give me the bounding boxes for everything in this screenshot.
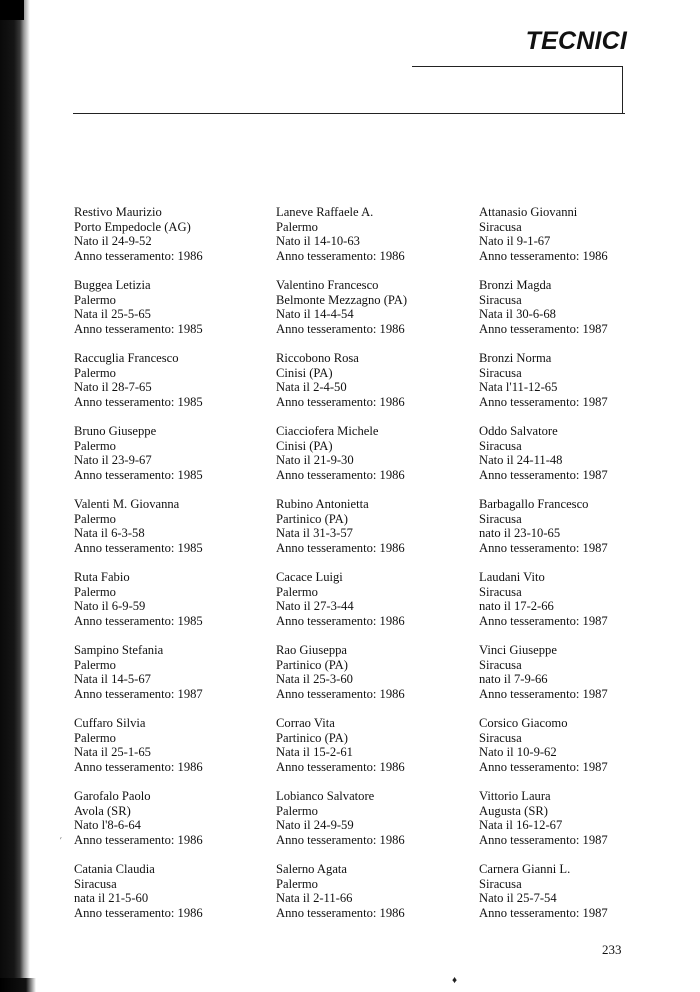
entry-name: Valentino Francesco [276, 278, 379, 292]
entry-place: Palermo [74, 511, 116, 526]
entry-place: Palermo [276, 584, 318, 599]
person-entry [276, 716, 472, 789]
stray-pen-mark: ´ [58, 835, 67, 848]
entry-registration: Anno tesseramento: 1985 [74, 613, 203, 628]
person-entry [276, 278, 472, 351]
entry-birth: Nata l'11-12-65 [479, 380, 558, 395]
entry-place: Siracusa [74, 876, 117, 891]
entry-name: Vinci Giuseppe [479, 643, 557, 657]
person-entry [479, 570, 675, 643]
person-entry [74, 424, 270, 497]
person-entry [74, 862, 270, 935]
entry-name: Laudani Vito [479, 570, 545, 584]
entry-place: Partinico (PA) [276, 730, 348, 745]
entry-birth: nato il 7-9-66 [479, 672, 548, 687]
entry-place: Siracusa [479, 657, 522, 672]
entry-birth: Nata il 2-11-66 [276, 891, 353, 906]
person-entry [276, 643, 472, 716]
entry-name: Ruta Fabio [74, 570, 130, 584]
entry-name: Lobianco Salvatore [276, 789, 375, 803]
entry-birth: Nata il 25-3-60 [276, 672, 353, 687]
header-frame [412, 66, 623, 113]
book-binding-shadow-top [0, 0, 24, 20]
entry-name: Barbagallo Francesco [479, 497, 589, 511]
entry-name: Ciacciofera Michele [276, 424, 379, 438]
entry-birth: Nato il 23-9-67 [74, 453, 152, 468]
entry-birth: Nato il 14-10-63 [276, 234, 360, 249]
entry-birth: nata il 21-5-60 [74, 891, 149, 906]
book-binding-shadow [0, 0, 30, 992]
entry-registration: Anno tesseramento: 1985 [74, 321, 203, 336]
entry-name: Salerno Agata [276, 862, 347, 876]
entry-birth: Nata il 25-1-65 [74, 745, 151, 760]
person-entry [479, 351, 675, 424]
person-entry [479, 424, 675, 497]
person-entry [74, 789, 270, 862]
entry-name: Buggea Letizia [74, 278, 151, 292]
entry-registration: Anno tesseramento: 1987 [479, 613, 608, 628]
entry-registration: Anno tesseramento: 1986 [276, 540, 405, 555]
entry-birth: Nato il 6-9-59 [74, 599, 146, 614]
column-3 [479, 205, 675, 935]
entry-place: Partinico (PA) [276, 511, 348, 526]
entry-birth: Nata il 31-3-57 [276, 526, 353, 541]
entry-birth: Nata il 14-5-67 [74, 672, 151, 687]
entry-place: Avola (SR) [74, 803, 131, 818]
entry-place: Palermo [74, 584, 116, 599]
entry-registration: Anno tesseramento: 1987 [479, 686, 608, 701]
entry-birth: Nato il 27-3-44 [276, 599, 354, 614]
person-entry [276, 205, 472, 278]
entry-place: Siracusa [479, 365, 522, 380]
entry-registration: Anno tesseramento: 1987 [479, 540, 608, 555]
entry-registration: Anno tesseramento: 1986 [276, 394, 405, 409]
person-entry [74, 497, 270, 570]
book-binding-shadow-bottom [0, 978, 36, 992]
entry-birth: Nato il 21-9-30 [276, 453, 354, 468]
entry-registration: Anno tesseramento: 1987 [74, 686, 203, 701]
entry-birth: Nata il 16-12-67 [479, 818, 563, 833]
entry-name: Raccuglia Francesco [74, 351, 179, 365]
entry-place: Palermo [276, 876, 318, 891]
entry-place: Porto Empedocle (AG) [74, 219, 191, 234]
entry-name: Garofalo Paolo [74, 789, 151, 803]
entry-registration: Anno tesseramento: 1987 [479, 321, 608, 336]
entry-registration: Anno tesseramento: 1986 [74, 832, 203, 847]
entry-birth: Nato il 10-9-62 [479, 745, 557, 760]
entry-name: Restivo Maurizio [74, 205, 162, 219]
person-entry [74, 643, 270, 716]
entry-place: Siracusa [479, 876, 522, 891]
entry-name: Cacace Luigi [276, 570, 343, 584]
person-entry [479, 716, 675, 789]
person-entry [479, 862, 675, 935]
entry-birth: Nato l'8-6-64 [74, 818, 141, 833]
person-entry [276, 497, 472, 570]
page-number: 233 [602, 942, 622, 957]
entry-registration: Anno tesseramento: 1986 [276, 613, 405, 628]
person-entry [479, 643, 675, 716]
entry-place: Belmonte Mezzagno (PA) [276, 292, 408, 307]
entry-place: Palermo [74, 292, 116, 307]
entry-registration: Anno tesseramento: 1986 [276, 248, 405, 263]
entry-birth: Nato il 24-9-59 [276, 818, 354, 833]
entry-birth: Nato il 28-7-65 [74, 380, 152, 395]
entry-birth: Nato il 24-9-52 [74, 234, 152, 249]
entry-place: Siracusa [479, 219, 522, 234]
person-entry [276, 351, 472, 424]
entry-registration: Anno tesseramento: 1986 [276, 467, 405, 482]
entry-registration: Anno tesseramento: 1986 [74, 905, 203, 920]
entry-name: Rubino Antonietta [276, 497, 369, 511]
person-entry [276, 862, 472, 935]
entry-place: Siracusa [479, 730, 522, 745]
column-2 [276, 205, 472, 935]
section-title: TECNICI [525, 27, 627, 55]
entry-name: Laneve Raffaele A. [276, 205, 374, 219]
entry-name: Cuffaro Silvia [74, 716, 146, 730]
entry-name: Rao Giuseppa [276, 643, 347, 657]
person-entry [479, 278, 675, 351]
entry-registration: Anno tesseramento: 1987 [479, 394, 608, 409]
entry-registration: Anno tesseramento: 1987 [479, 832, 608, 847]
person-entry [479, 497, 675, 570]
person-entry [479, 789, 675, 862]
entry-birth: Nata il 30-6-68 [479, 307, 556, 322]
person-entry [74, 205, 270, 278]
entry-place: Siracusa [479, 584, 522, 599]
entry-place: Palermo [276, 803, 318, 818]
entry-birth: nato il 23-10-65 [479, 526, 561, 541]
stray-ink-mark: ♦ [452, 975, 458, 986]
entry-registration: Anno tesseramento: 1987 [479, 467, 608, 482]
entry-name: Attanasio Giovanni [479, 205, 578, 219]
entry-place: Siracusa [479, 292, 522, 307]
person-entry [74, 570, 270, 643]
person-entry [276, 789, 472, 862]
entry-name: Riccobono Rosa [276, 351, 359, 365]
person-entry [276, 570, 472, 643]
person-entry [276, 424, 472, 497]
entry-birth: Nata il 25-5-65 [74, 307, 151, 322]
entry-place: Siracusa [479, 511, 522, 526]
entry-registration: Anno tesseramento: 1986 [276, 686, 405, 701]
entry-birth: Nata il 15-2-61 [276, 745, 353, 760]
entry-registration: Anno tesseramento: 1986 [74, 759, 203, 774]
entry-birth: Nato il 24-11-48 [479, 453, 563, 468]
entry-registration: Anno tesseramento: 1986 [276, 759, 405, 774]
entry-place: Palermo [276, 219, 318, 234]
entry-place: Siracusa [479, 438, 522, 453]
entry-place: Cinisi (PA) [276, 438, 333, 453]
person-entry [74, 716, 270, 789]
entry-place: Palermo [74, 438, 116, 453]
entry-registration: Anno tesseramento: 1986 [276, 905, 405, 920]
entry-place: Palermo [74, 657, 116, 672]
entry-registration: Anno tesseramento: 1985 [74, 467, 203, 482]
entry-name: Bronzi Magda [479, 278, 552, 292]
entry-registration: Anno tesseramento: 1987 [479, 759, 608, 774]
person-entry [479, 205, 675, 278]
entry-birth: Nato il 25-7-54 [479, 891, 557, 906]
entry-birth: Nato il 9-1-67 [479, 234, 551, 249]
entry-birth: Nata il 2-4-50 [276, 380, 347, 395]
entry-name: Carnera Gianni L. [479, 862, 571, 876]
person-entry [74, 278, 270, 351]
entry-place: Palermo [74, 730, 116, 745]
column-1 [74, 205, 270, 935]
entry-place: Palermo [74, 365, 116, 380]
entry-name: Valenti M. Giovanna [74, 497, 180, 511]
entry-birth: Nato il 14-4-54 [276, 307, 354, 322]
header-rule [73, 113, 625, 114]
entry-registration: Anno tesseramento: 1986 [479, 248, 608, 263]
entry-registration: Anno tesseramento: 1986 [276, 321, 405, 336]
entry-registration: Anno tesseramento: 1986 [74, 248, 203, 263]
entry-place: Augusta (SR) [479, 803, 548, 818]
entry-place: Partinico (PA) [276, 657, 348, 672]
entry-registration: Anno tesseramento: 1985 [74, 540, 203, 555]
entry-birth: nato il 17-2-66 [479, 599, 554, 614]
entry-name: Bronzi Norma [479, 351, 552, 365]
entry-name: Catania Claudia [74, 862, 155, 876]
person-entry [74, 351, 270, 424]
entry-name: Bruno Giuseppe [74, 424, 157, 438]
entry-registration: Anno tesseramento: 1985 [74, 394, 203, 409]
entry-registration: Anno tesseramento: 1986 [276, 832, 405, 847]
entry-name: Vittorio Laura [479, 789, 551, 803]
entry-place: Cinisi (PA) [276, 365, 333, 380]
entry-name: Corrao Vita [276, 716, 335, 730]
entry-name: Oddo Salvatore [479, 424, 558, 438]
entry-birth: Nata il 6-3-58 [74, 526, 145, 541]
entry-registration: Anno tesseramento: 1987 [479, 905, 608, 920]
entry-name: Sampino Stefania [74, 643, 164, 657]
entry-name: Corsico Giacomo [479, 716, 568, 730]
